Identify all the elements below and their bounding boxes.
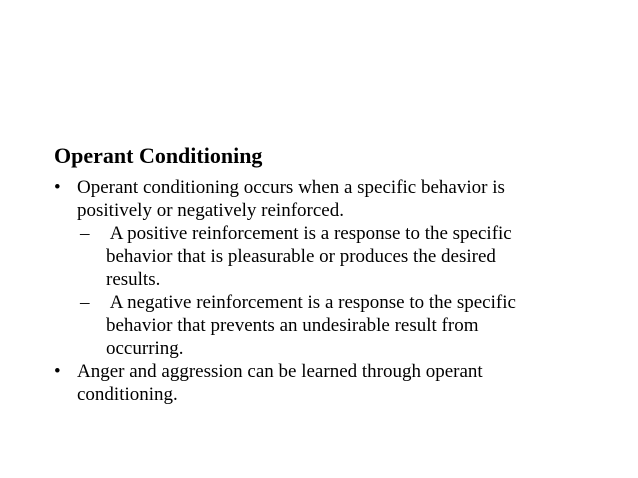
dash-marker: – [80,292,90,313]
bullet-marker: • [54,177,61,198]
bullet-text-line: Operant conditioning occurs when a specific behavior is [77,177,505,198]
bullet-item [54,176,614,222]
sub-bullet-item [78,222,614,291]
sub-bullet-text-line: results. [106,269,161,290]
sub-bullet-text-line: A negative reinforcement is a response to the specific [106,292,516,313]
sub-bullet-text-line: behavior that is pleasurable or produces the desired [106,246,496,267]
bullet-text-line: positively or negatively reinforced. [77,200,344,221]
sub-bullet-item [78,291,614,360]
bullet-text-line: Anger and aggression can be learned through operant [77,361,483,382]
sub-bullet-text-line: behavior that prevents an undesirable result from [106,315,479,336]
dash-marker: – [80,223,90,244]
sub-bullet-text-line: A positive reinforcement is a response to the specific [106,223,512,244]
bullet-list [54,176,614,406]
bullet-item [54,360,614,406]
bullet-text-line: conditioning. [77,384,178,405]
slide-title: Operant Conditioning [54,143,263,168]
sub-bullet-text-line: occurring. [106,338,184,359]
bullet-marker: • [54,361,61,382]
